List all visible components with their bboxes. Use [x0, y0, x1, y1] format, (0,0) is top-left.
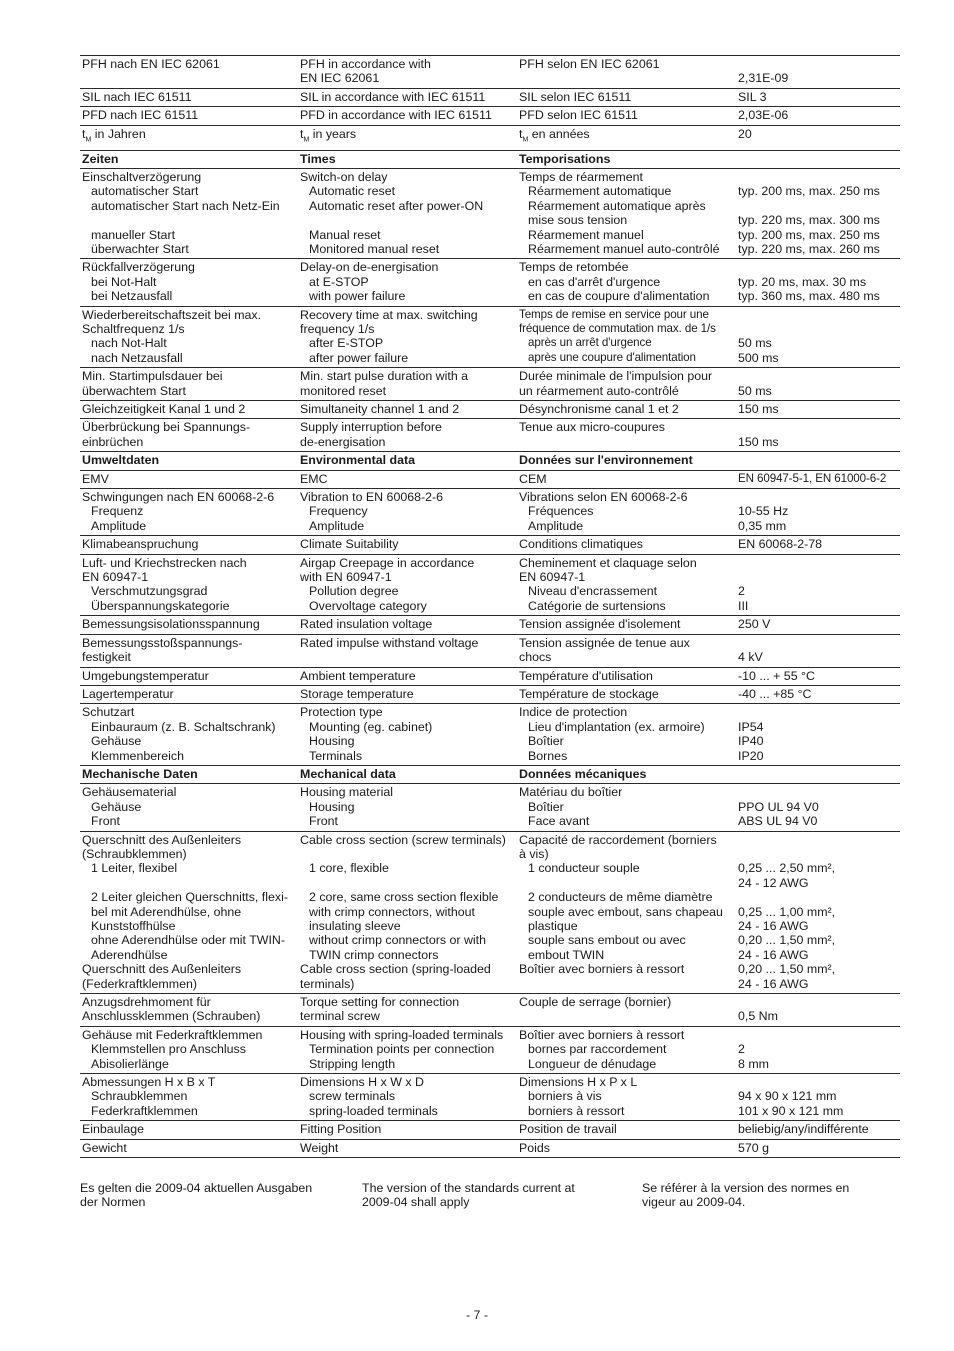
spec-row: [80, 616, 900, 634]
cell-en: Delay-on de-energisation at E-STOP with power failure: [300, 260, 439, 304]
cell-val: 10-55 Hz 0,35 mm: [738, 504, 789, 533]
cell-en: Times: [300, 151, 336, 166]
cell-val: typ. 20 ms, max. 30 ms typ. 360 ms, max. 480 ms: [738, 274, 880, 304]
cell-fr: PFD selon IEC 61511: [519, 108, 638, 123]
cell-en: Weight: [300, 1140, 339, 1155]
cell-de: Gleichzeitigkeit Kanal 1 und 2: [82, 402, 246, 416]
cell-en: Vibration to EN 60068-2-6 Frequency Amplitude: [300, 490, 444, 533]
cell-en: Min. start pulse duration with a monitored reset: [300, 369, 469, 398]
cell-fr: Indice de protection Lieu d'implantation (ex. armoire) Boîtier Bornes: [519, 705, 705, 763]
cell-de: Gewicht: [82, 1140, 127, 1155]
spec-row: [80, 784, 900, 831]
cell-fr: Température d'utilisation: [519, 668, 653, 683]
cell-de: Schutzart Einbauraum (z. B. Schaltschrank) Gehäuse Klemmenbereich: [82, 705, 276, 763]
spec-row: [80, 401, 900, 419]
spec-row: [80, 168, 900, 258]
spec-row: [80, 259, 900, 306]
cell-val: 2 8 mm: [738, 1042, 769, 1071]
cell-val: 250 V: [738, 617, 771, 632]
cell-val: 150 ms: [738, 402, 779, 416]
cell-val: PPO UL 94 V0 ABS UL 94 V0: [738, 799, 819, 829]
spec-row: [80, 368, 900, 401]
cell-fr: Cheminement et claquage selon EN 60947-1 Niveau d'encrassement Catégorie de surtensions: [519, 555, 697, 613]
cell-en: Housing material Housing Front: [300, 785, 393, 829]
cell-fr: Vibrations selon EN 60068-2-6 Fréquences Amplitude: [519, 490, 688, 533]
spec-row: [80, 667, 900, 685]
cell-fr: Conditions climatiques: [519, 537, 643, 552]
cell-en: Rated impulse withstand voltage: [300, 635, 479, 650]
cell-fr: CEM: [519, 471, 547, 486]
cell-de: Rückfallverzögerung bei Not-Halt bei Netzausfall: [82, 260, 195, 304]
spec-row: [80, 125, 900, 150]
spec-row: [80, 1074, 900, 1121]
cell-fr: Dimensions H x P x L borniers à vis borniers à ressort: [519, 1075, 638, 1118]
cell-de: Umweltdaten: [82, 453, 160, 468]
spec-row: [80, 634, 900, 667]
cell-fr: Capacité de raccordement (borniers à vis) 1 conducteur souple 2 conducteurs de même diamètre souple avec embout, sans chapeau plastique souple sans embout ou avec embout TWIN Boîtier avec borniers à ressort: [519, 832, 723, 977]
cell-en: Protection type Mounting (eg. cabinet) Housing Terminals: [300, 705, 433, 763]
footer-note-en: The version of the standards current at 2009-04 shall apply: [362, 1181, 575, 1210]
cell-val: 50 ms: [738, 383, 772, 398]
spec-row: [80, 536, 900, 554]
spec-row: [80, 685, 900, 703]
cell-de: Überbrückung bei Spannungs- einbrüchen: [82, 420, 251, 449]
spec-row: [80, 831, 900, 993]
spec-row: [80, 470, 900, 488]
cell-en: Simultaneity channel 1 and 2: [300, 402, 460, 416]
cell-de: Abmessungen H x B x T Schraubklemmen Federkraftklemmen: [82, 1075, 216, 1118]
cell-val: 150 ms: [738, 434, 779, 449]
cell-en: Recovery time at max. switching frequency 1/s after E-STOP after power failure: [300, 307, 478, 365]
cell-en: Climate Suitability: [300, 537, 399, 552]
cell-de: Gehäusematerial Gehäuse Front: [82, 785, 177, 829]
cell-val: 570 g: [738, 1140, 770, 1155]
cell-val: IP54 IP40 IP20: [738, 719, 764, 763]
cell-val: beliebig/any/indifférente: [738, 1122, 869, 1137]
cell-de: Anzugsdrehmoment für Anschlussklemmen (Schrauben): [82, 995, 261, 1024]
cell-fr: Temps de remise en service pour une fréquence de commutation max. de 1/s après un arrêt d'urgence après une coupure d'alimentation: [519, 307, 716, 364]
cell-de: Umgebungstemperatur: [82, 668, 209, 683]
cell-val: 20: [738, 126, 752, 141]
section-header-row: [80, 150, 900, 168]
cell-val: typ. 200 ms, max. 250 ms typ. 220 ms, max. 300 ms typ. 200 ms, max. 250 ms typ. 220 ms, max. 260 ms: [738, 184, 880, 256]
cell-de: Wiederbereitschaftszeit bei max. Schaltfrequenz 1/s nach Not-Halt nach Netzausfall: [82, 307, 262, 365]
cell-fr: Matériau du boîtier Boîtier Face avant: [519, 785, 623, 829]
cell-val: 4 kV: [738, 650, 763, 665]
cell-en: $t_M$ in years: [300, 126, 357, 144]
cell-val: EN 60068-2-78: [738, 537, 823, 552]
cell-val: [736, 452, 900, 470]
cell-val: 2 III: [738, 584, 749, 613]
cell-fr: Désynchronisme canal 1 et 2: [519, 402, 679, 416]
cell-en: Torque setting for connection terminal screw: [300, 995, 460, 1024]
cell-de: Klimabeanspruchung: [82, 537, 199, 552]
cell-de: Bemessungsisolationsspannung: [82, 617, 260, 632]
cell-de: Gehäuse mit Federkraftklemmen Klemmstellen pro Anschluss Abisolierlänge: [82, 1027, 263, 1071]
cell-en: Housing with spring-loaded terminals Termination points per connection Stripping length: [300, 1027, 504, 1071]
cell-en: EMC: [300, 471, 328, 486]
cell-val: [736, 150, 900, 168]
cell-en: Fitting Position: [300, 1122, 382, 1137]
cell-en: SIL in accordance with IEC 61511: [300, 89, 486, 104]
cell-de: $t_M$ in Jahren: [82, 126, 146, 144]
cell-en: Rated insulation voltage: [300, 617, 433, 632]
spec-row: [80, 56, 900, 89]
cell-val: 0,25 ... 2,50 mm², 24 - 12 AWG 0,25 ... 1,00 mm², 24 - 16 AWG 0,20 ... 1,50 mm², 24 - 16 AWG 0,20 ... 1,50 mm², 24 - 16 AWG: [738, 861, 836, 991]
cell-val: 2,03E-06: [738, 108, 789, 123]
spec-table: [80, 55, 900, 1158]
cell-val: EN 60947-5-1, EN 61000-6-2: [738, 471, 887, 485]
cell-de: Einbaulage: [82, 1122, 145, 1137]
spec-row: [80, 554, 900, 616]
cell-fr: Tenue aux micro-coupures: [519, 420, 666, 435]
cell-de: Einschaltverzögerung automatischer Start automatischer Start nach Netz-Ein manueller Start überwachter Start: [82, 169, 280, 256]
cell-val: 2,31E-09: [738, 71, 789, 86]
cell-de: Mechanische Daten: [82, 766, 198, 781]
cell-fr: Temporisations: [519, 151, 611, 166]
footer-note-fr: Se référer à la version des normes en vigeur au 2009-04.: [642, 1181, 850, 1210]
cell-val: 50 ms 500 ms: [738, 336, 779, 365]
cell-fr: Durée minimale de l'impulsion pour un réarmement auto-contrôlé: [519, 369, 713, 398]
cell-en: Airgap Creepage in accordance with EN 60947-1 Pollution degree Overvoltage category: [300, 555, 475, 613]
cell-fr: SIL selon IEC 61511: [519, 89, 632, 104]
cell-fr: Température de stockage: [519, 686, 659, 701]
cell-en: Mechanical data: [300, 766, 396, 781]
cell-de: SIL nach IEC 61511: [82, 89, 192, 104]
cell-de: PFH nach EN IEC 62061: [82, 57, 220, 71]
cell-fr: $t_M$ en années: [519, 126, 590, 144]
spec-row: [80, 1139, 900, 1157]
cell-de: PFD nach IEC 61511: [82, 108, 199, 123]
spec-row: [80, 88, 900, 106]
cell-fr: Temps de réarmement Réarmement automatique Réarmement automatique après mise sous tension Réarmement manuel Réarmement manuel auto-contrôlé: [519, 169, 720, 256]
footer-note-de: Es gelten die 2009-04 aktuellen Ausgaben der Normen: [80, 1181, 313, 1210]
cell-de: Min. Startimpulsdauer bei überwachtem Start: [82, 369, 223, 398]
cell-val: -10 ... + 55 °C: [738, 668, 815, 683]
spec-row: [80, 704, 900, 766]
cell-fr: Données sur l'environnement: [519, 453, 693, 468]
cell-en: PFD in accordance with IEC 61511: [300, 108, 492, 123]
cell-de: Lagertemperatur: [82, 686, 174, 701]
cell-de: Schwingungen nach EN 60068-2-6 Frequenz Amplitude: [82, 490, 275, 533]
cell-en: Dimensions H x W x D screw terminals spring-loaded terminals: [300, 1075, 438, 1118]
section-header-row: [80, 452, 900, 470]
section-header-row: [80, 765, 900, 783]
cell-val: SIL 3: [738, 89, 767, 104]
page-number: - 7 -: [465, 1308, 489, 1322]
cell-en: Cable cross section (screw terminals) 1 core, flexible 2 core, same cross section flexible with crimp connectors, without insulating sleeve without crimp connectors or with TWIN crimp connectors Cable cross section (spring-loaded terminals): [300, 832, 506, 991]
cell-en: Storage temperature: [300, 686, 414, 701]
cell-val: -40 ... +85 °C: [738, 686, 812, 701]
cell-fr: Boîtier avec borniers à ressort bornes par raccordement Longueur de dénudage: [519, 1027, 685, 1071]
cell-fr: Poids: [519, 1140, 550, 1155]
cell-fr: Données mécaniques: [519, 766, 647, 781]
cell-en: Supply interruption before de-energisation: [300, 420, 442, 449]
spec-row: [80, 107, 900, 125]
cell-de: Bemessungsstoßspannungs- festigkeit: [82, 635, 243, 665]
cell-fr: PFH selon EN IEC 62061: [519, 57, 660, 71]
cell-fr: Temps de retombée en cas d'arrêt d'urgence en cas de coupure d'alimentation: [519, 260, 710, 304]
spec-row: [80, 306, 900, 368]
cell-en: Environmental data: [300, 453, 415, 468]
cell-en: Ambient temperature: [300, 668, 416, 683]
cell-de: Zeiten: [82, 151, 119, 166]
cell-de: EMV: [82, 471, 109, 486]
cell-en: PFH in accordance with EN IEC 62061: [300, 57, 431, 86]
cell-en: Switch-on delay Automatic reset Automatic reset after power-ON Manual reset Monitored manual reset: [300, 169, 484, 256]
cell-fr: Tension assignée d'isolement: [519, 617, 681, 632]
cell-fr: Tension assignée de tenue aux chocs: [519, 635, 690, 665]
spec-row: [80, 419, 900, 452]
spec-row: [80, 1121, 900, 1139]
cell-fr: Position de travail: [519, 1122, 617, 1137]
cell-de: Querschnitt des Außenleiters (Schraubklemmen) 1 Leiter, flexibel 2 Leiter gleichen Querschnitts, flexi- bel mit Aderendhülse, ohne Kunststoffhülse ohne Aderendhülse oder mit TWIN- Aderendhülse Querschnitt des Außenleiters (Federkraftklemmen): [82, 832, 288, 991]
cell-val: 0,5 Nm: [738, 1009, 778, 1024]
cell-val: 94 x 90 x 121 mm 101 x 90 x 121 mm: [738, 1089, 844, 1118]
spec-row: [80, 489, 900, 536]
cell-fr: Couple de serrage (bornier): [519, 995, 672, 1010]
spec-row: [80, 1026, 900, 1073]
cell-de: Luft- und Kriechstrecken nach EN 60947-1 Verschmutzungsgrad Überspannungskategorie: [82, 555, 247, 613]
cell-val: [736, 765, 900, 783]
spec-row: [80, 994, 900, 1027]
